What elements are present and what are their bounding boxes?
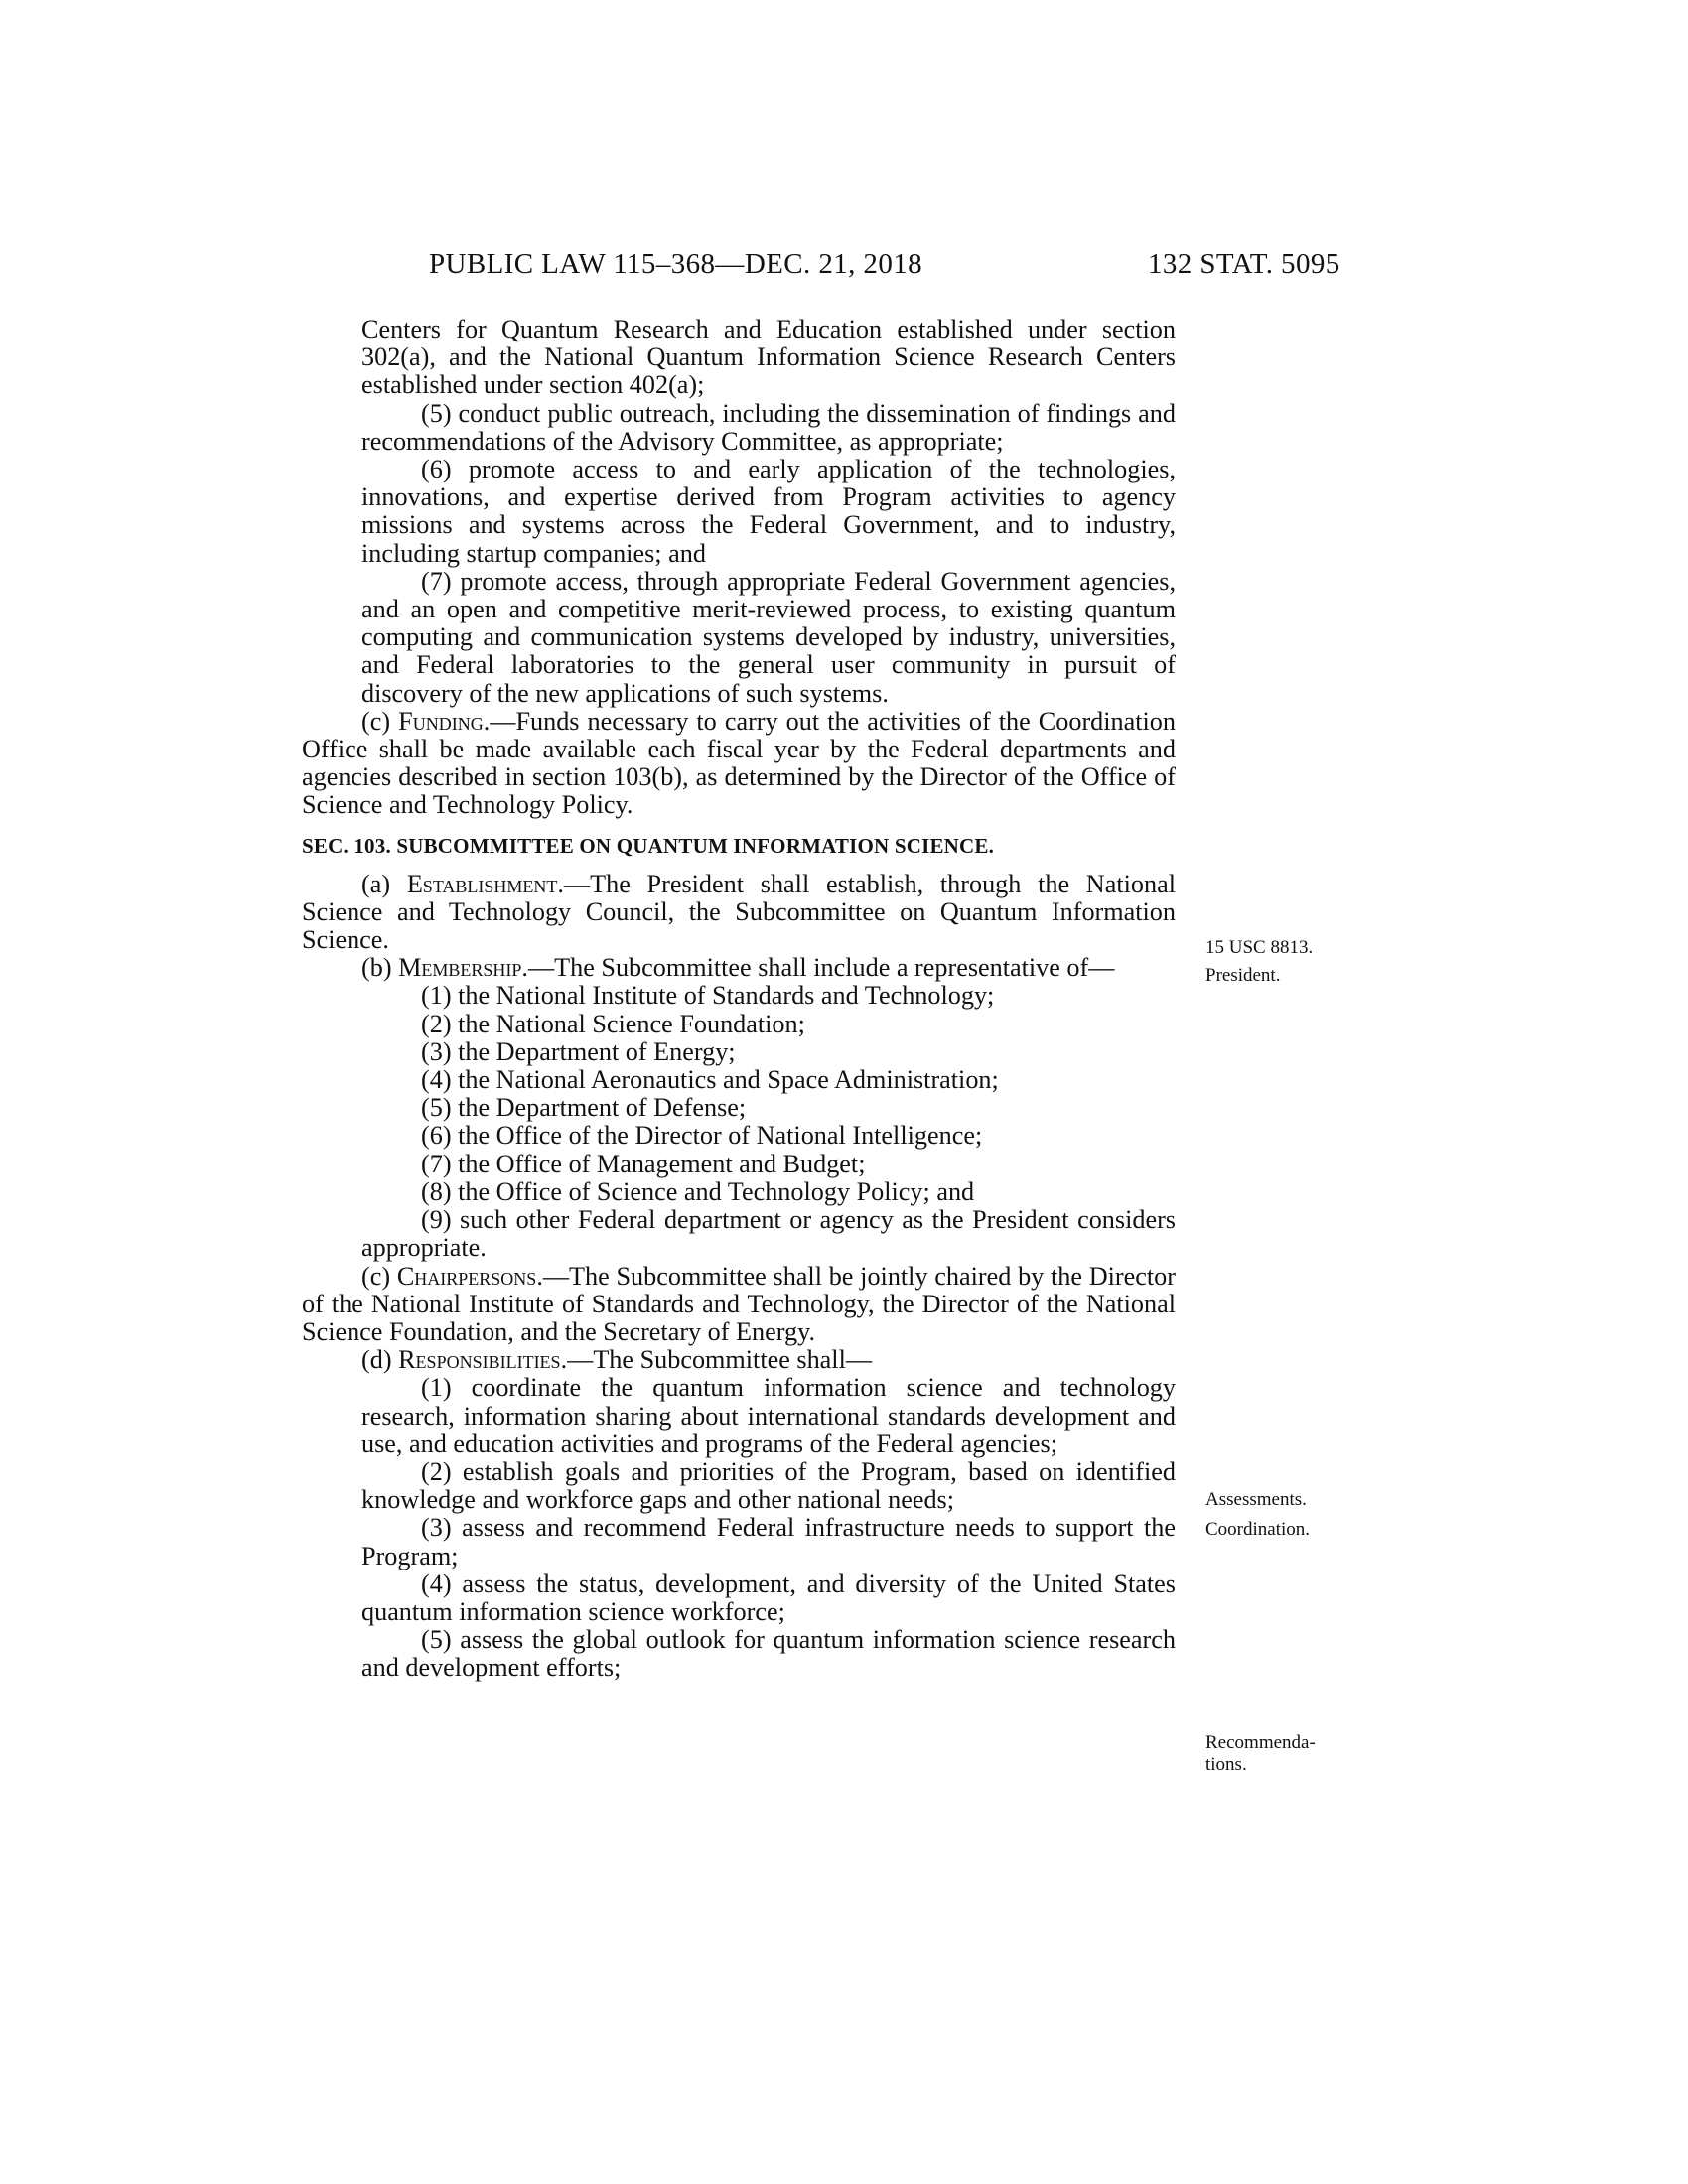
subsection-d-responsibilities [302,1346,1176,1374]
subsection-heading: Establishment [406,869,558,898]
margin-note-assessments: Assessments. [1205,1489,1307,1510]
subsection-label: (b) [361,953,399,983]
member-item: (8) the Office of Science and Technology Policy; and [421,1176,975,1206]
statute-page-number: 132 STAT. 5095 [1148,248,1340,280]
member-item: (1) the National Institute of Standards and Technology; [421,981,995,1011]
subsection-text: .—Funds necessary to carry out the activities of the Coordination Office shall be made available each fiscal year by the Federal departments and agencies described in section 103(b), as determined by the Director of the Office of Science and Technology Policy. [302,706,1176,820]
subsection-heading: Funding [398,706,484,736]
responsibility-item: (5) assess the global outlook for quantum information science research and development efforts; [361,1625,1176,1683]
subsection-text: .—The Subcommittee shall be jointly chaired by the Director of the National Institute of Standards and Technology, the Director of the National Science Foundation, and the Secretary of Energy. [302,1261,1176,1346]
margin-note-coordination: Coordination. [1205,1519,1311,1540]
subsection-heading: Chairpersons [396,1261,537,1291]
subsection-c-funding [302,708,1176,820]
paragraph-7: (7) promote access, through appropriate Federal Government agencies, and an open and competitive merit-reviewed process, to existing quantum computing and communication systems developed by industry, universities, and Federal laboratories to the general user community in pursuit of discovery of the new applications of such systems. [361,566,1176,708]
subsection-heading: Membership [398,953,522,983]
subsection-label: (d) [361,1345,399,1375]
member-item: (7) the Office of Management and Budget; [421,1149,866,1178]
body-text [302,316,1176,1683]
subsection-label: (c) [361,1261,397,1291]
member-item: (3) the Department of Energy; [421,1036,736,1066]
member-item: (2) the National Science Foundation; [421,1009,805,1038]
responsibility-item: (2) establish goals and priorities of the Program, based on identified knowledge and workforce gaps and other national needs; [361,1456,1176,1515]
running-head: PUBLIC LAW 115–368—DEC. 21, 2018 [429,248,923,280]
member-item: (6) the Office of the Director of National Intelligence; [421,1121,983,1151]
subsection-text: .—The President shall establish, through the National Science and Technology Council, the Subcommittee on Quantum Information Science. [302,869,1176,955]
responsibility-item: (1) coordinate the quantum information science and technology research, information sharing about international standards development and use, and education activities and programs of the Federal agencies; [361,1373,1176,1458]
subsection-text: .—The Subcommittee shall— [560,1345,873,1375]
paragraph-4-continued: Centers for Quantum Research and Education established under section 302(a), and the National Quantum Information Science Research Centers established under section 402(a); [361,315,1176,400]
paragraph-5: (5) conduct public outreach, including the dissemination of findings and recommendations of the Advisory Committee, as appropriate; [361,398,1176,456]
subsection-label: (c) [361,706,399,736]
member-item: (9) such other Federal department or agency as the President considers appropriate. [361,1205,1176,1263]
subsection-text: .—The Subcommittee shall include a representative of— [521,953,1115,983]
subsection-a-establishment [302,871,1176,955]
responsibility-item: (3) assess and recommend Federal infrastructure needs to support the Program; [361,1513,1176,1570]
paragraph-6: (6) promote access to and early application of the technologies, innovations, and expertise derived from Program activities to agency missions and systems across the Federal Government, and to industry, including startup companies; and [361,455,1176,568]
member-item: (5) the Department of Defense; [421,1093,747,1123]
margin-note-president: President. [1205,965,1281,986]
margin-note-recommendations: Recommendations. [1205,1732,1316,1775]
responsibility-item: (4) assess the status, development, and diversity of the United States quantum information science workforce; [361,1569,1176,1626]
page-header [0,248,1688,288]
subsection-c-chairpersons [302,1263,1176,1347]
member-item: (4) the National Aeronautics and Space Administration; [421,1065,999,1095]
margin-note-usc-citation: 15 USC 8813. [1205,937,1314,958]
subsection-b-membership [302,954,1176,982]
section-heading: SEC. 103. SUBCOMMITTEE ON QUANTUM INFORMATION SCIENCE. [302,833,995,858]
subsection-label: (a) [361,869,407,898]
subsection-heading: Responsibilities [398,1345,561,1375]
